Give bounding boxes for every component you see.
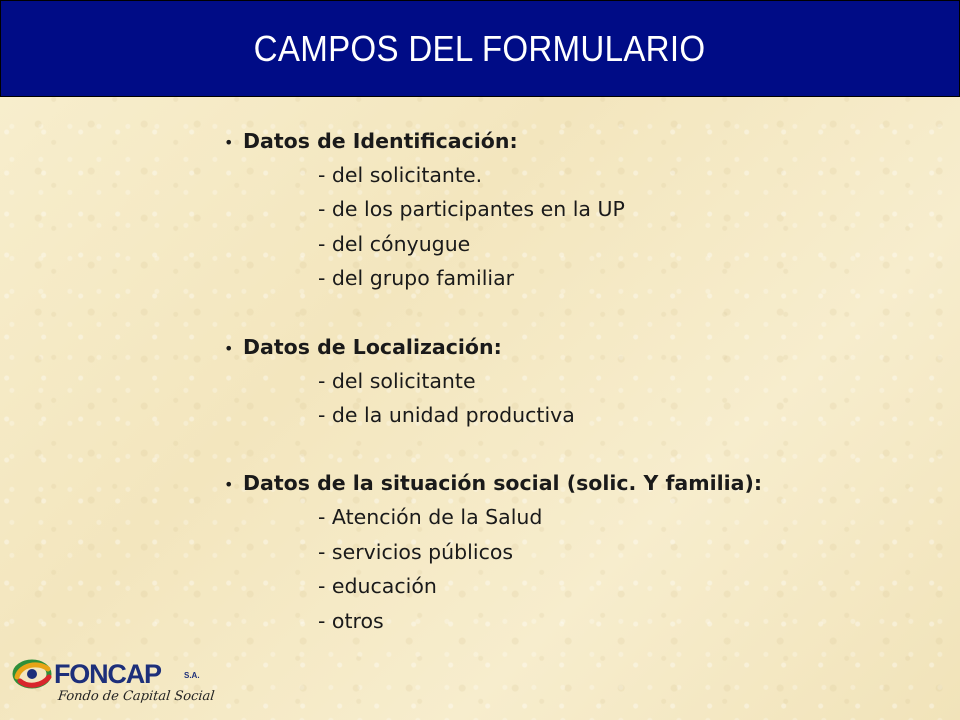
title-bar [0,0,960,97]
list-item: - del grupo familiar [318,266,515,291]
list-item: - de la unidad productiva [318,402,575,427]
section-situacion-social [224,466,924,638]
section-heading-text: Datos de Localización: [243,334,502,359]
list-item: - Atención de la Salud [318,505,543,530]
logo-name: FONCAP [54,659,161,689]
list-item: - del solicitante. [318,163,483,187]
section-heading-text: Datos de la situación social (solic. Y familia): [243,471,763,496]
section-heading [224,124,924,158]
slide-title: CAMPOS DEL FORMULARIO [254,27,706,69]
section-identificacion [224,124,924,296]
list-item: - del solicitante [318,368,476,393]
section-heading [224,330,924,364]
slide-content [224,124,924,672]
bullet-icon: • [224,133,234,152]
logo-suffix: S.A. [184,671,200,680]
section-localizacion [224,330,924,433]
list-item: - otros [318,608,384,633]
section-heading-text: Datos de Identificación: [243,129,518,153]
foncap-swirl-logo-icon [12,657,56,691]
list-item: - de los participantes en la UP [318,197,625,222]
list-item: - educación [318,574,437,599]
foncap-logo [12,655,216,711]
section-heading [224,466,924,500]
list-item: - del cónyugue [318,231,471,256]
bullet-icon: • [224,338,234,358]
bullet-icon: • [224,475,234,495]
logo-tagline: Fondo de Capital Social [57,689,216,704]
list-item: - servicios públicos [318,539,514,564]
